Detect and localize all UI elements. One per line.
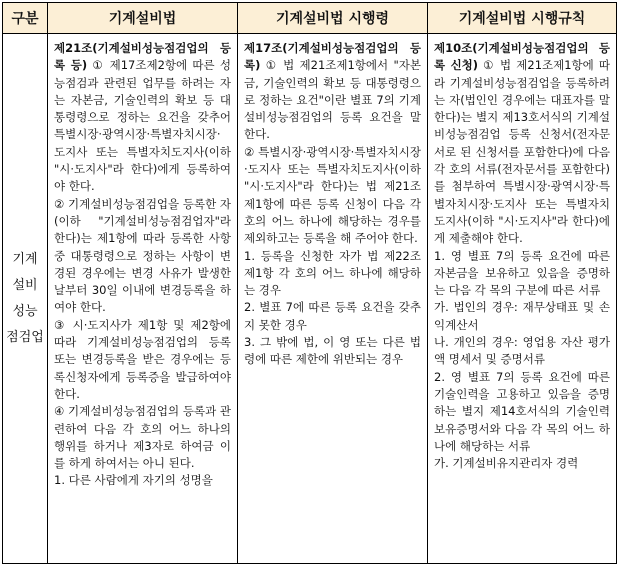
- header-category: 구분: [3, 3, 48, 34]
- article-paragraph: [54, 40, 235, 196]
- paragraph-text: ③ 시·도지사가 제1항 및 제2항에 따라 기계설비성능점검업의 등록 또는 변경등록을 받은 경우에는 등록신청자에게 등록증을 발급하여야 한다.: [54, 317, 235, 401]
- paragraph-text: 1. 등록을 신청한 자가 법 제22조제1항 각 호의 어느 하나에 해당하는 경우: [244, 248, 421, 298]
- paragraph-text: ① 제17조제2항에 따른 성능점검과 관련된 업무를 하려는 자는 자본금, 기술인력의 확보 등 대통령령으로 정하는 요건을 갖추어 특별시장·광역시장·특별자치시장·도지사 또는 특별자치도지사(이하 "시·도지사"라 한다)에게 등록하여야 한다.: [54, 58, 235, 194]
- header-row: [3, 3, 617, 34]
- row-label-line: 기계: [12, 251, 38, 267]
- decree-cell: [238, 34, 428, 564]
- row-label-cell: [3, 34, 48, 564]
- paragraph-text: ① 법 제21조제1항에서 "자본금, 기술인력의 확보 등 대통령령으로 정하는 요건"이란 별표 7의 기계설비성능점검업의 등록 요건을 말한다.: [244, 58, 421, 142]
- paragraph-text: ② 기계설비성능점검업을 등록한 자(이하 "기계설비성능점검업자"라 한다)는 제1항에 따라 등록한 사항 중 대통령령으로 정하는 사항이 변경된 경우에는 변경 사유가 발생한 날부터 30일 이내에 변경등록을 하여야 한다.: [54, 196, 235, 315]
- header-act: 기계설비법: [48, 3, 238, 34]
- row-label-line: 성능: [12, 303, 38, 319]
- content-row: [3, 34, 617, 564]
- paragraph-text: 가. 법인의 경우: 재무상태표 및 손익계산서: [434, 300, 610, 332]
- paragraph-text: 2. 영 별표 7의 등록 요건에 따른 기술인력을 고용하고 있음을 증명하는 별지 제14호서식의 기술인력 보유증명서와 다음 각 목의 어느 하나에 해당하는 서류: [434, 369, 614, 453]
- article-paragraph: [434, 40, 614, 248]
- paragraph-text: 1. 다른 사람에게 자기의 성명을: [54, 473, 213, 488]
- rules-cell: [428, 34, 617, 564]
- paragraph-text: ④ 기계설비성능점검업의 등록과 관련하여 다음 각 호의 어느 하나의 행위를 하거나 제3자로 하여금 이를 하게 하여서는 아니 된다.: [54, 404, 235, 471]
- paragraph-text: ② 특별시장·광역시장·특별자치시장·도지사 또는 특별자치도지사(이하 "시·도지사"라 한다)는 법 제21조제1항에 따른 등록 신청이 다음 각 호의 어느 하나에 해당하는 경우를 제외하고는 등록을 해 주어야 한다.: [244, 144, 425, 246]
- paragraph-text: 2. 별표 7에 따른 등록 요건을 갖추지 못한 경우: [244, 300, 421, 332]
- law-comparison-table: [2, 2, 617, 564]
- article-title: 제21조(기계설비성능점검업의 등록 등): [54, 41, 231, 73]
- paragraph-text: 나. 개인의 경우: 영업용 자산 평가액 명세서 및 증명서류: [434, 335, 610, 367]
- article-paragraph: [244, 40, 421, 144]
- paragraph-text: 3. 그 밖에 법, 이 영 또는 다른 법령에 따른 제한에 위반되는 경우: [244, 335, 421, 367]
- paragraph-text: 1. 영 별표 7의 등록 요건에 따른 자본금을 보유하고 있음을 증명하는 다음 각 목의 구분에 따른 서류: [434, 248, 614, 298]
- article-title: 제10조(기계설비성능점검업의 등록 신청): [434, 41, 610, 73]
- paragraph-text: 가. 기계설비유지관리자 경력: [434, 456, 579, 471]
- article-title: 제17조(기계설비성능점검업의 등록): [244, 41, 421, 73]
- row-label-line: 점검업: [6, 329, 44, 345]
- paragraph-text: ① 법 제21조제1항에 따라 기계설비성능점검업을 등록하려는 자(법인인 경우에는 대표자를 말한다)는 별지 제13호서식의 기계설비성능점검업 등록 신청서(전자문서로 된 신청서를 포함한다)에 다음 각 호의 서류(전자문서를 포함한다)를 첨부하여 특별시장·광역시장·특별자치시장·도지사 또는 특별자치도지사(이하 "시·도지사"라 한다)에게 제출해야 한다.: [434, 58, 614, 246]
- header-enforcement-rules: 기계설비법 시행규칙: [428, 3, 617, 34]
- header-enforcement-decree: 기계설비법 시행령: [238, 3, 428, 34]
- act-cell: [48, 34, 238, 564]
- row-label-line: 설비: [12, 277, 38, 293]
